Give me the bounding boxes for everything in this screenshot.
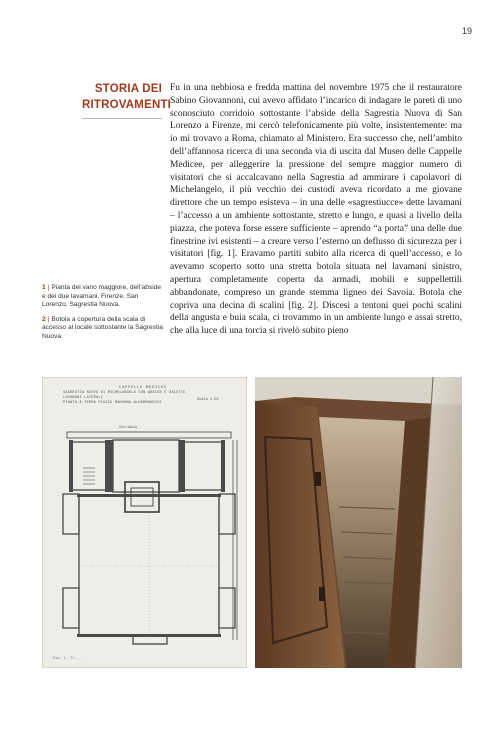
plan-scale: Scala 1:50 [197,398,219,402]
plan-header-line: LAVAMANI LATERALI [63,396,104,400]
caption-figure-2 [42,316,164,342]
page-number: 19 [461,26,472,36]
caption-figure-1 [42,284,164,310]
section-title [82,81,172,113]
figure-floor-plan [42,377,247,668]
plan-signature: Dis. L. Tr... [53,657,82,661]
figure-captions [42,284,164,347]
plan-apse [113,440,179,492]
caption-separator: | [47,284,50,291]
plan-header [63,386,223,406]
body-paragraph: Fu in una nebbiosa e fredda mattina del novembre 1975 che il restauratore Sabino Giovannoni, cui avevo affidato l’incarico di indagare le pareti di uno sconosciuto corridoio sottostante l’abside della Sagrestia Nuova di San Lorenzo a Firenze, mi cercò telefonicamente più volte, insistentemente: ma io mi trovavo a Roma, chiamato al Ministero. Era successo che, nell’ambito dell’affannosa ricerca di una seconda via di uscita dal Museo delle Cappelle Medicee, per alleggerire la pressione del sempre maggior numero di visitatori che si accalcavano nella Sagrestia ad ammirare i capolavori di Michelangelo, il più vecchio dei custodi aveva ricordato a me giovane direttore che un tempo esisteva – in una delle «sagrestiucce» dette lavamani – l’accesso a un ambiente sottostante, stretto e lungo, e quasi a livello della piazza, che poteva forse essere sufficiente – aprendo “a porta” una delle due finestrine ivi esistenti – a creare verso l’esterno un deflusso di sicurezza per i visitatori [fig. 1]. Eravamo partiti subito alla ricerca di quell’accesso, e lo avevamo scoperto sotto una stretta botola situata nel lavamani sinistro, apertura completamente coperta da armadi, mobili e suppellettili abbandonate, compreso un grande stemma ligneo dei Savoia. Botola che copriva una decina di scalini [fig. 2]. Discesi a tentoni quei pochi scalini della angusta e buia scala, ci trovammo in un ambiente lungo e assai stretto, che alla luce di una torcia si rivelò subito pieno [170,83,462,337]
plan-header-line: SAGRESTIA NUOVA DI MICHELANGELO CON ABSIDE E SALETTE [63,391,186,395]
plan-header-title: CAPPELLE MEDICEE [118,386,167,390]
plan-left-lavamani [71,442,107,490]
plan-right-lavamani [183,442,223,490]
hatch-photo-illustration [255,377,462,668]
floor-plan-drawing [43,378,246,667]
caption-number: 2 [42,315,46,323]
caption-number: 1 [42,284,46,291]
plan-room-label: Corridoio [119,426,138,430]
caption-text: Botola a copertura della scala di accesso al locale sottostante la Sagrestia Nuova. [42,315,163,340]
plan-header-line: PIANTA A TERRA PIAZZA MADONNA ALDOBRANDINI [63,401,162,405]
title-divider [82,118,162,119]
section-title-line-1: STORIA DEI [94,83,162,95]
caption-text: Pianta del vano maggiore, dell’abside e dei due lavamani. Firenze, San Lorenzo, Sagrestia Nuova. [42,284,161,308]
section-title-line-2: RITROVAMENTI [82,99,172,111]
caption-separator: | [47,315,50,323]
figure-hatch-photo [255,377,462,668]
